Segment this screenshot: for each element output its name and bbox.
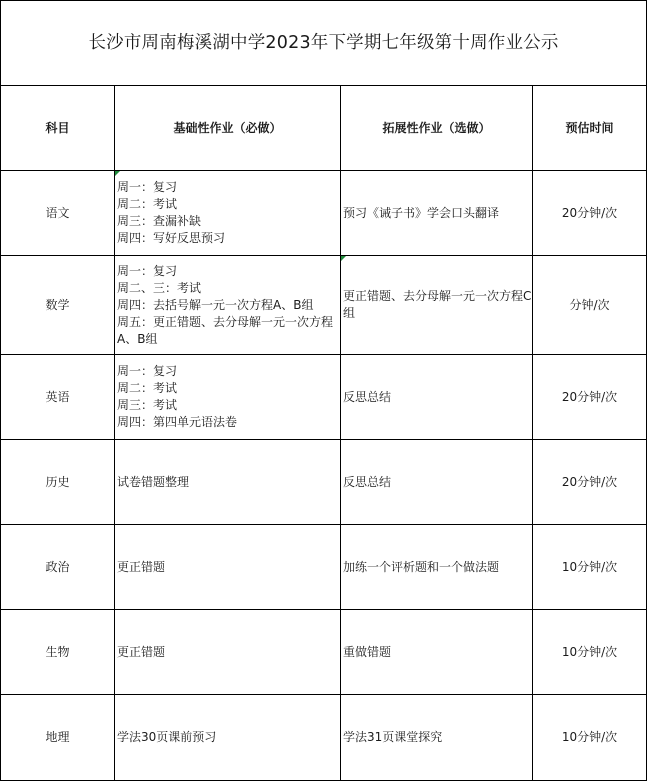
extended-text: 更正错题、去分母解一元一次方程C组 xyxy=(343,289,532,320)
basic-line: 周二：考试 xyxy=(117,381,178,395)
cell-time[interactable]: 10分钟/次 xyxy=(533,695,647,781)
cell-time[interactable]: 分钟/次 xyxy=(533,256,647,355)
basic-line: 周一：复习 xyxy=(117,180,178,194)
cell-extended[interactable]: 重做错题 xyxy=(341,610,533,695)
cell-time[interactable]: 20分钟/次 xyxy=(533,355,647,440)
cell-extended[interactable] xyxy=(341,256,533,355)
cell-basic[interactable]: 更正错题 xyxy=(115,525,341,610)
basic-line: 周四：写好反思预习 xyxy=(117,231,226,245)
cell-extended[interactable]: 学法31页课堂探究 xyxy=(341,695,533,781)
cell-time[interactable]: 10分钟/次 xyxy=(533,610,647,695)
basic-line: 周四：去括号解一元一次方程A、B组 xyxy=(117,297,314,312)
cell-time[interactable]: 20分钟/次 xyxy=(533,440,647,525)
table-row xyxy=(1,610,647,695)
cell-subject[interactable]: 政治 xyxy=(1,525,115,610)
header-row xyxy=(1,86,647,171)
cell-subject[interactable]: 历史 xyxy=(1,440,115,525)
cell-extended[interactable]: 预习《诫子书》学会口头翻译 xyxy=(341,171,533,256)
cell-extended[interactable]: 加练一个评析题和一个做法题 xyxy=(341,525,533,610)
comment-marker-icon xyxy=(115,171,120,176)
basic-line: 周一：复习 xyxy=(117,364,178,378)
cell-time[interactable]: 10分钟/次 xyxy=(533,525,647,610)
header-extended[interactable]: 拓展性作业（选做） xyxy=(341,86,533,171)
basic-line: 周三：考试 xyxy=(117,398,178,412)
cell-subject[interactable]: 生物 xyxy=(1,610,115,695)
cell-subject[interactable]: 英语 xyxy=(1,355,115,440)
basic-line: 周二：考试 xyxy=(117,197,178,211)
basic-line: 周二、三：考试 xyxy=(117,280,202,295)
table-row xyxy=(1,695,647,781)
header-time[interactable]: 预估时间 xyxy=(533,86,647,171)
cell-subject[interactable]: 地理 xyxy=(1,695,115,781)
cell-extended[interactable]: 反思总结 xyxy=(341,440,533,525)
table-row xyxy=(1,440,647,525)
cell-basic[interactable] xyxy=(115,355,341,440)
basic-line: 周四：第四单元语法卷 xyxy=(117,415,238,429)
table-row xyxy=(1,171,647,256)
cell-basic[interactable]: 试卷错题整理 xyxy=(115,440,341,525)
header-basic[interactable]: 基础性作业（必做） xyxy=(115,86,341,171)
table-row xyxy=(1,525,647,610)
cell-basic[interactable]: 学法30页课前预习 xyxy=(115,695,341,781)
cell-basic[interactable]: 更正错题 xyxy=(115,610,341,695)
header-subject[interactable]: 科目 xyxy=(1,86,115,171)
cell-subject[interactable]: 语文 xyxy=(1,171,115,256)
cell-basic[interactable] xyxy=(115,171,341,256)
cell-extended[interactable]: 反思总结 xyxy=(341,355,533,440)
basic-line: 周五：更正错题、去分母解一元一次方程A、B组 xyxy=(117,314,334,346)
table-row xyxy=(1,355,647,440)
cell-basic[interactable] xyxy=(115,256,341,355)
basic-line: 周三：查漏补缺 xyxy=(117,214,202,228)
cell-time[interactable]: 20分钟/次 xyxy=(533,171,647,256)
comment-marker-icon xyxy=(341,256,346,261)
basic-line: 周一：复习 xyxy=(117,263,178,278)
page-title[interactable]: 长沙市周南梅溪湖中学2023年下学期七年级第十周作业公示 xyxy=(1,1,647,86)
table-row xyxy=(1,256,647,355)
cell-subject[interactable]: 数学 xyxy=(1,256,115,355)
